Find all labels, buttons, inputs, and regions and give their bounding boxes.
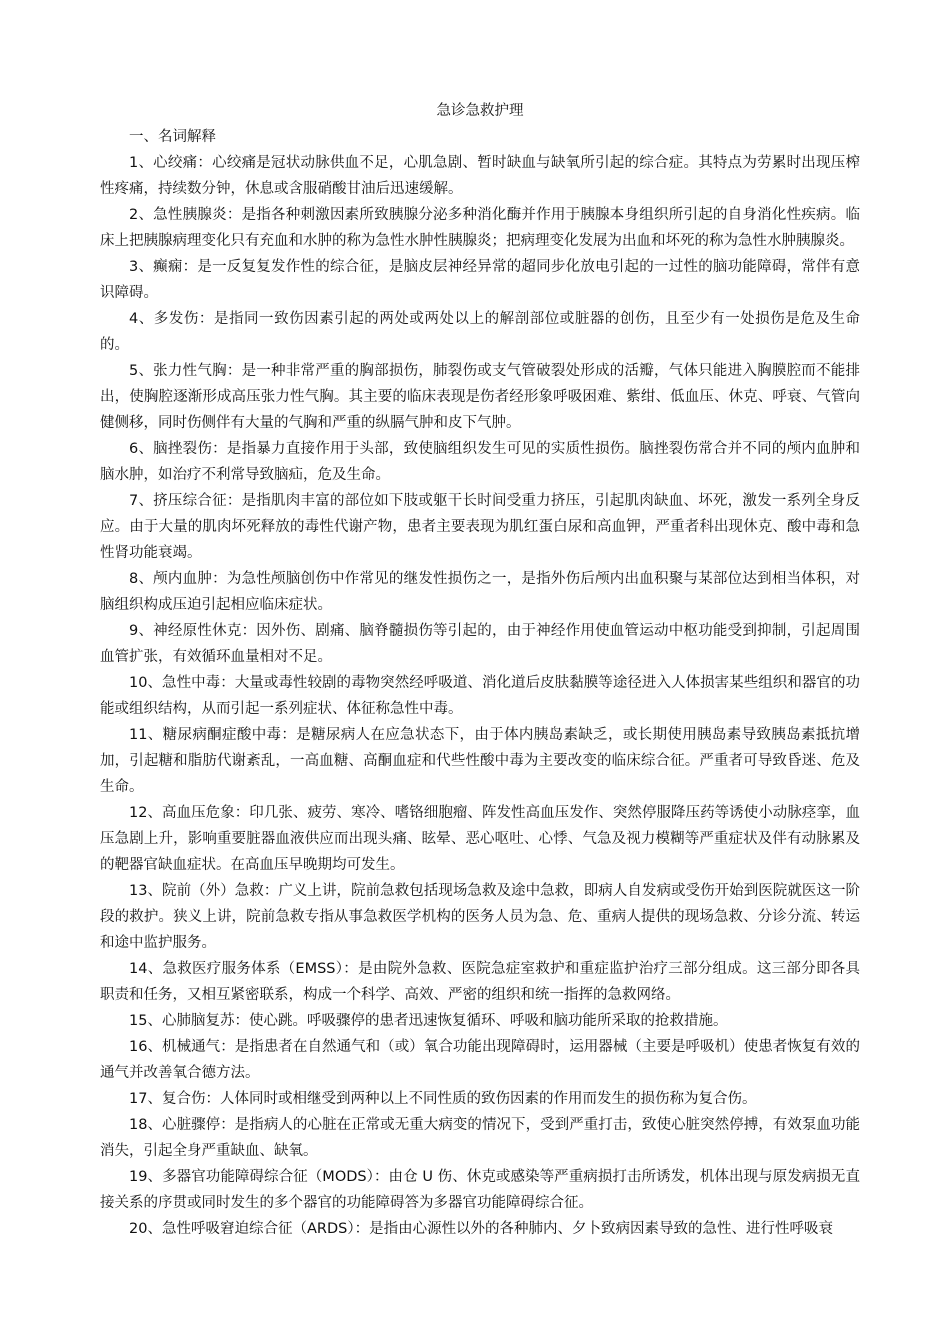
definition-entry-16: 16、机械通气：是指患者在自然通气和（或）氧合功能出现障碍时，运用器械（主要是呼吸机）使患者恢复有效的通气并改善氧合德方法。 [100, 1039, 860, 1081]
section-heading: 一、名词解释 [129, 129, 216, 145]
definition-entry-3: 3、癫痫：是一反复复发作性的综合征，是脑皮层神经异常的超同步化放电引起的一过性的脑功能障碍，常伴有意识障碍。 [100, 259, 860, 301]
definition-entry-8: 8、颅内血肿：为急性颅脑创伤中作常见的继发性损伤之一，是指外伤后颅内出血积聚与某部位达到相当体积，对脑组织构成压迫引起相应临床症状。 [100, 571, 860, 613]
definition-entry-17: 17、复合伤：人体同时或相继受到两种以上不同性质的致伤因素的作用而发生的损伤称为复合伤。 [129, 1091, 757, 1107]
definition-entry-11: 11、糖尿病酮症酸中毒：是糖尿病人在应急状态下，由于体内胰岛素缺乏，或长期使用胰岛素导致胰岛素抵抗增加，引起糖和脂肪代谢紊乱，一高血糖、高酮血症和代些性酸中毒为主要改变的临床综合征。严重者可导致昏迷、危及生命。 [100, 727, 860, 795]
document-title: 急诊急救护理 [436, 103, 524, 119]
definition-entry-6: 6、脑挫裂伤：是指暴力直接作用于头部，致使脑组织发生可见的实质性损伤。脑挫裂伤常合并不同的颅内血肿和脑水肿，如治疗不利常导致脑疝，危及生命。 [100, 441, 860, 483]
definition-entry-12: 12、高血压危象：印几张、疲劳、寒冷、嗜铬细胞瘤、阵发性高血压发作、突然停服降压药等诱使小动脉痉挛，血压急剧上升，影响重要脏器血液供应而出现头痛、眩晕、恶心呕吐、心悸、气急及视力模糊等严重症状及伴有动脉累及的靶器官缺血症状。在高血压早晚期均可发生。 [100, 805, 860, 873]
definition-entry-5: 5、张力性气胸：是一种非常严重的胸部损伤，肺裂伤或支气管破裂处形成的活瓣，气体只能进入胸膜腔而不能排出，使胸腔逐渐形成高压张力性气胸。其主要的临床表现是伤者经形象呼吸困难、紫绀、低血压、休克、呼衰、气管向健侧移，同时伤侧伴有大量的气胸和严重的纵膈气肿和皮下气肿。 [100, 363, 860, 431]
definition-entry-10: 10、急性中毒：大量或毒性较剧的毒物突然经呼吸道、消化道后皮肤黏膜等途径进入人体损害某些组织和器官的功能或组织结构，从而引起一系列症状、体征称急性中毒。 [100, 675, 860, 717]
definition-entry-2: 2、急性胰腺炎：是指各种刺激因素所致胰腺分泌多种消化酶并作用于胰腺本身组织所引起的自身消化性疾病。临床上把胰腺病理变化只有充血和水肿的称为急性水肿性胰腺炎；把病理变化发展为出血和坏死的称为急性水肿胰腺炎。 [100, 207, 860, 249]
definition-entry-1: 1、心绞痛：心绞痛是冠状动脉供血不足，心肌急剧、暂时缺血与缺氧所引起的综合症。其特点为劳累时出现压榨性疼痛，持续数分钟，休息或含服硝酸甘油后迅速缓解。 [100, 155, 860, 197]
definition-entry-15: 15、心肺脑复苏：使心跳。呼吸骤停的患者迅速恢复循环、呼吸和脑功能所采取的抢救措施。 [129, 1013, 728, 1029]
definition-entry-18: 18、心脏骤停：是指病人的心脏在正常或无重大病变的情况下，受到严重打击，致使心脏突然停搏，有效泵血功能消失，引起全身严重缺血、缺氧。 [100, 1117, 860, 1159]
definition-entry-4: 4、多发伤：是指同一致伤因素引起的两处或两处以上的解剖部位或脏器的创伤，且至少有一处损伤是危及生命的。 [100, 311, 860, 353]
document-page [100, 98, 860, 1242]
definition-entry-9: 9、神经原性休克：因外伤、剧痛、脑脊髓损伤等引起的，由于神经作用使血管运动中枢功能受到抑制，引起周围血管扩张，有效循环血量相对不足。 [100, 623, 860, 665]
definition-entry-14: 14、急救医疗服务体系（EMSS）：是由院外急救、医院急症室救护和重症监护治疗三部分组成。这三部分即各具职责和任务，又相互紧密联系，构成一个科学、高效、严密的组织和统一指挥的急救网络。 [100, 961, 860, 1003]
definition-entry-20: 20、急性呼吸窘迫综合征（ARDS）：是指由心源性以外的各种肺内、夕卜致病因素导致的急性、进行性呼吸衰 [129, 1221, 834, 1237]
definition-entry-7: 7、挤压综合征：是指肌肉丰富的部位如下肢或躯干长时间受重力挤压，引起肌肉缺血、坏死，激发一系列全身反应。由于大量的肌肉坏死释放的毒性代谢产物，患者主要表现为肌红蛋白尿和高血钾，严重者科出现休克、酸中毒和急性肾功能衰竭。 [100, 493, 860, 561]
definition-entry-13: 13、院前（外）急救：广义上讲，院前急救包括现场急救及途中急救，即病人自发病或受伤开始到医院就医这一阶段的救护。狭义上讲，院前急救专指从事急救医学机构的医务人员为急、危、重病人提供的现场急救、分诊分流、转运和途中监护服务。 [100, 883, 860, 951]
definition-entry-19: 19、多器官功能障碍综合征（MODS）：由仓 U 伤、休克或感染等严重病损打击所诱发，机体出现与原发病损无直接关系的序贯或同时发生的多个器官的功能障碍答为多器官功能障碍综合征。 [100, 1169, 860, 1211]
